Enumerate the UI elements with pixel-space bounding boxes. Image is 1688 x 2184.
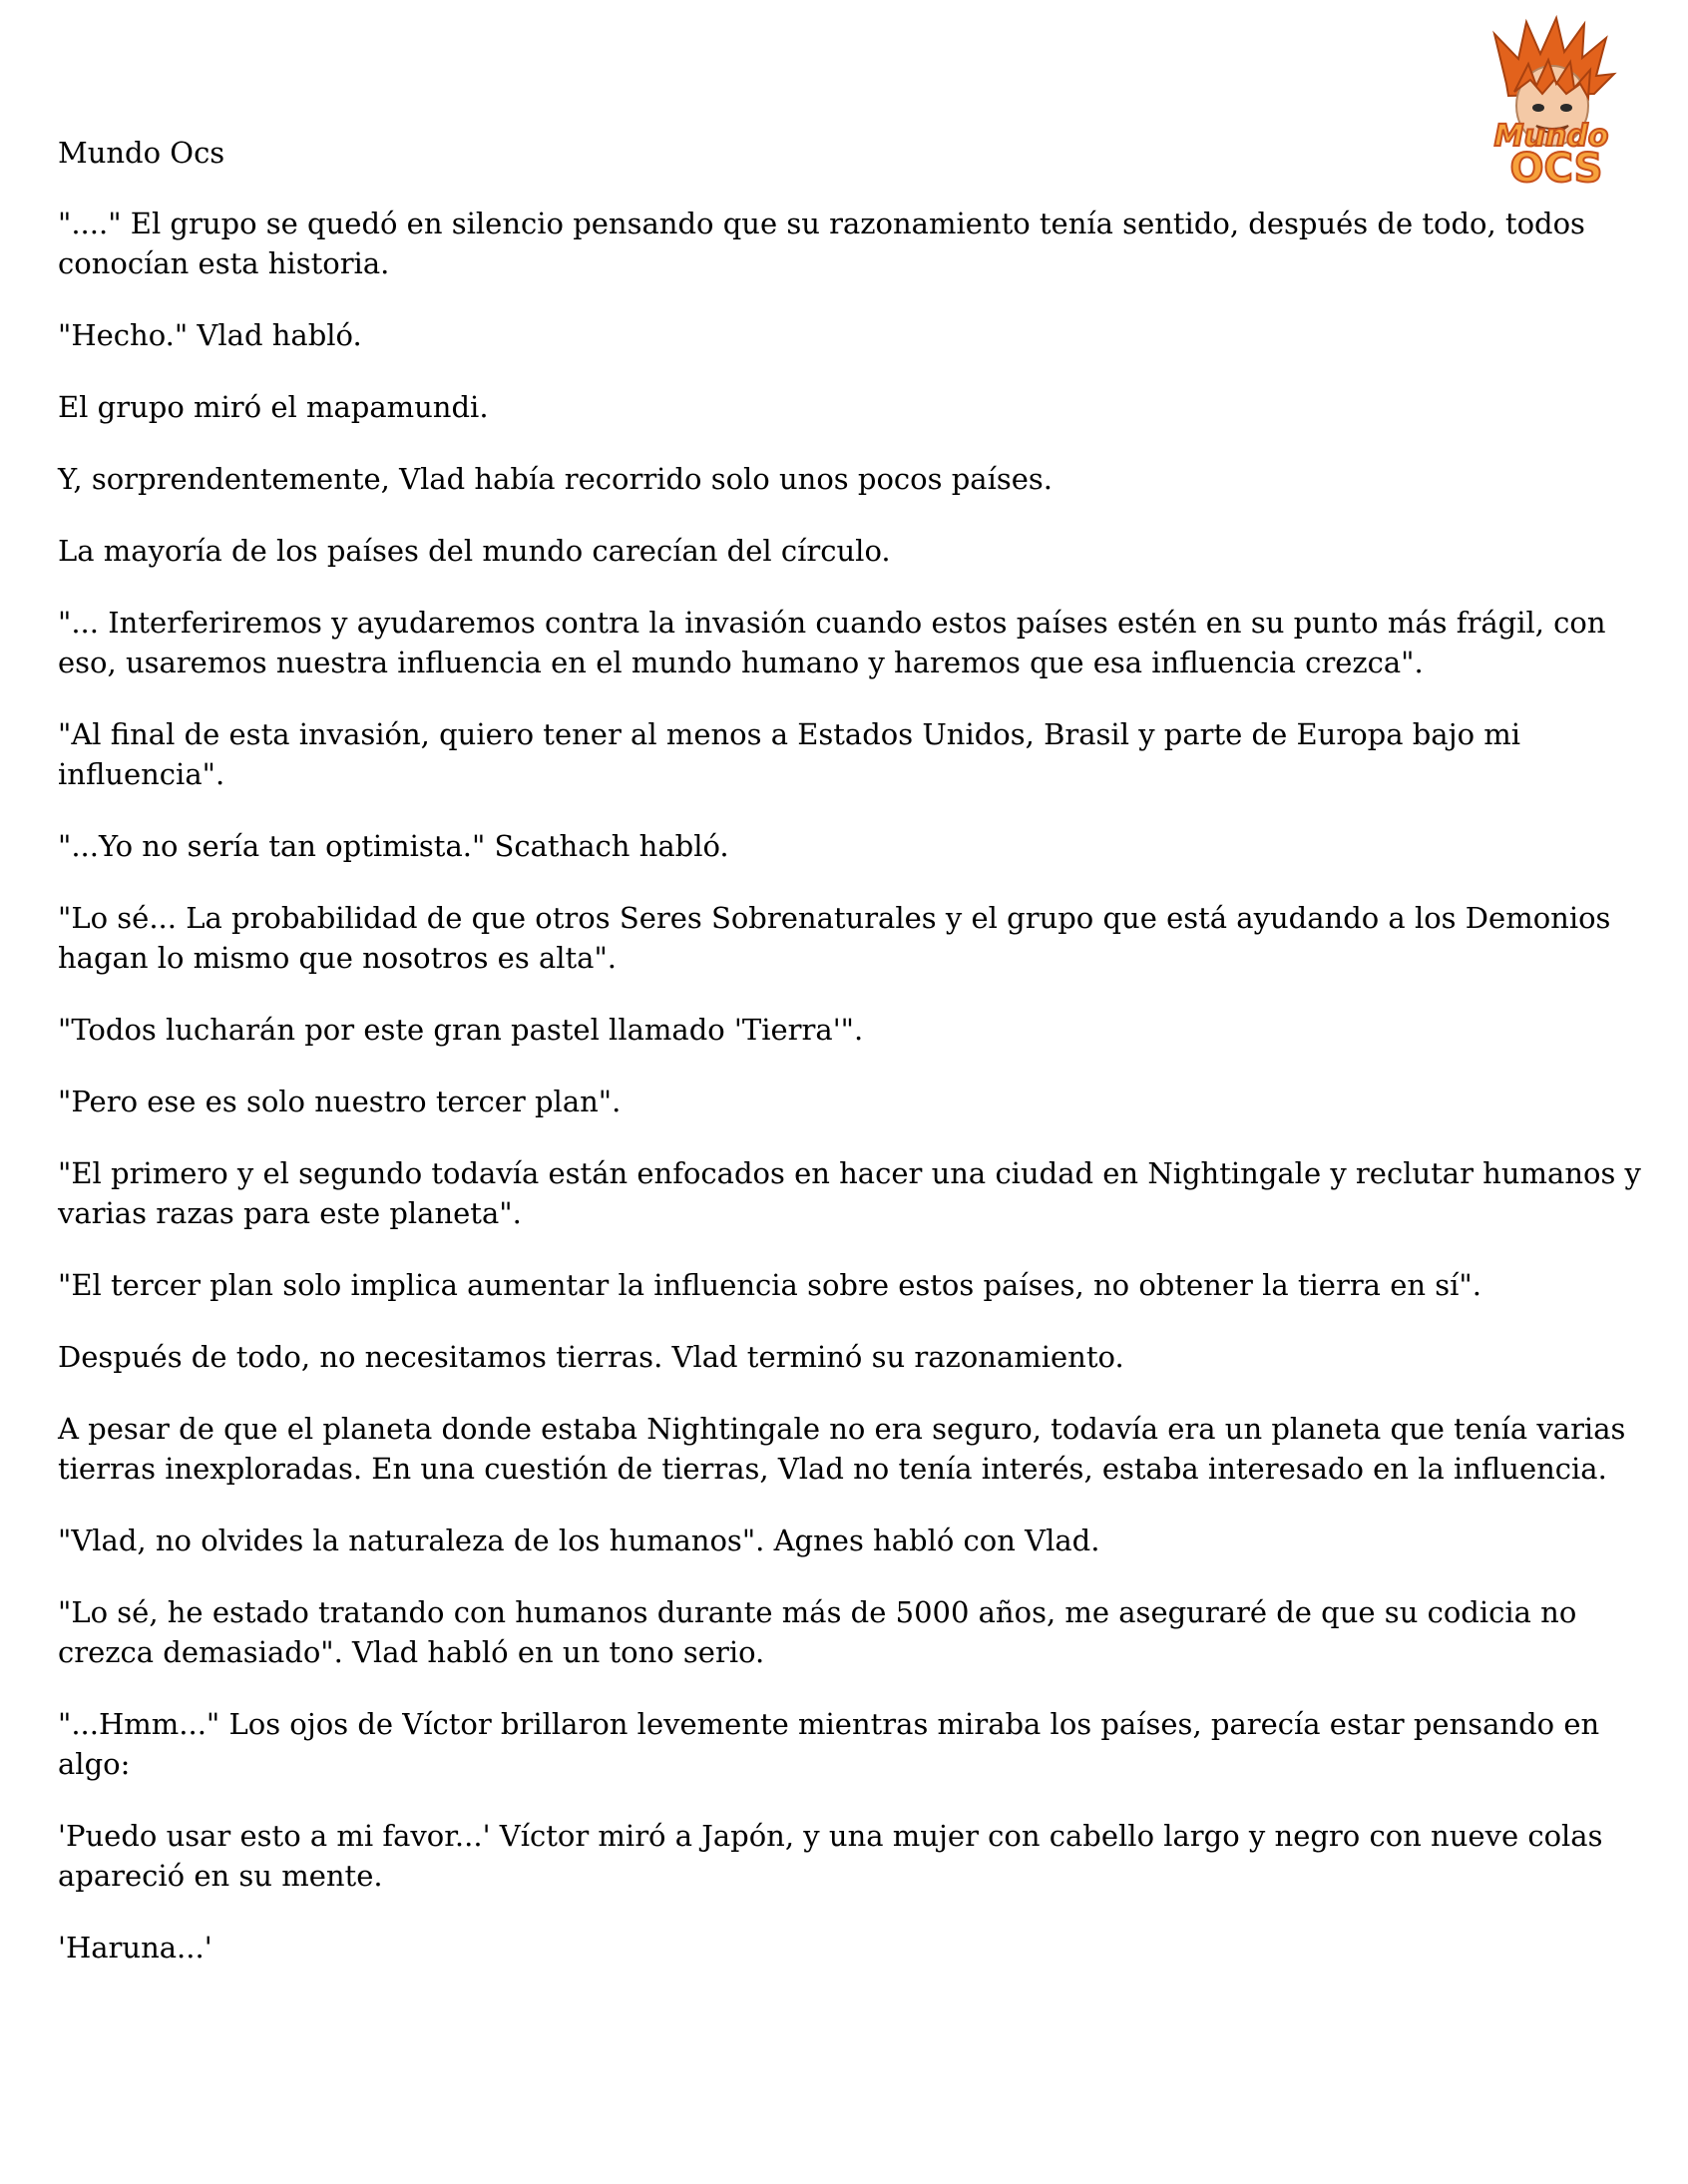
paragraph: A pesar de que el planeta donde estaba Nightingale no era seguro, todavía era un planeta que tenía varias tierras inexploradas. En una cuestión de tierras, Vlad no tenía interés, estaba interesado en la influencia. [58, 1412, 1626, 1486]
paragraph: La mayoría de los países del mundo carecían del círculo. [58, 534, 891, 568]
mundo-ocs-logo [1457, 14, 1646, 189]
svg-text:Mundo: Mundo [1493, 119, 1609, 154]
paragraph: "El tercer plan solo implica aumentar la influencia sobre estos países, no obtener la tierra en sí". [58, 1268, 1481, 1302]
paragraph: "Lo sé... La probabilidad de que otros Seres Sobrenaturales y el grupo que está ayudando a los Demonios hagan lo mismo que nosotros es alta". [58, 901, 1611, 975]
paragraph: "Pero ese es solo nuestro tercer plan". [58, 1085, 622, 1118]
paragraph: "Todos lucharán por este gran pastel llamado 'Tierra'". [58, 1013, 864, 1047]
paragraph: "Hecho." Vlad habló. [58, 318, 362, 352]
paragraph: El grupo miró el mapamundi. [58, 390, 489, 424]
paragraph: "...Yo no sería tan optimista." Scathach habló. [58, 829, 729, 863]
paragraph: 'Puedo usar esto a mi favor...' Víctor miró a Japón, y una mujer con cabello largo y negro con nueve colas apareció en su mente. [58, 1819, 1603, 1893]
mascot-logo-image [1457, 14, 1646, 189]
svg-text:OCS: OCS [1509, 146, 1603, 189]
paragraph: Después de todo, no necesitamos tierras. Vlad terminó su razonamiento. [58, 1340, 1124, 1374]
paragraph: "El primero y el segundo todavía están enfocados en hacer una ciudad en Nightingale y reclutar humanos y varias razas para este planeta". [58, 1156, 1641, 1230]
paragraph: "Lo sé, he estado tratando con humanos durante más de 5000 años, me aseguraré de que su codicia no crezca demasiado". Vlad habló en un tono serio. [58, 1595, 1577, 1669]
paragraph: Y, sorprendentemente, Vlad había recorrido solo unos pocos países. [58, 462, 1054, 496]
paragraph: "... Interferiremos y ayudaremos contra la invasión cuando estos países estén en su punto más frágil, con eso, usaremos nuestra influencia en el mundo humano y haremos que esa influencia crezca". [58, 606, 1606, 679]
paragraph: "...Hmm..." Los ojos de Víctor brillaron levemente mientras miraba los países, parecía estar pensando en algo: [58, 1707, 1600, 1781]
paragraph: "Vlad, no olvides la naturaleza de los humanos". Agnes habló con Vlad. [58, 1524, 1100, 1557]
paragraph: "...." El grupo se quedó en silencio pensando que su razonamiento tenía sentido, después de todo, todos conocían esta historia. [58, 207, 1585, 280]
paragraph: "Al final de esta invasión, quiero tener al menos a Estados Unidos, Brasil y parte de Europa bajo mi influencia". [58, 717, 1521, 791]
document-body [58, 204, 1644, 1999]
document-title: Mundo Ocs [58, 136, 225, 170]
paragraph: 'Haruna...' [58, 1931, 212, 1965]
